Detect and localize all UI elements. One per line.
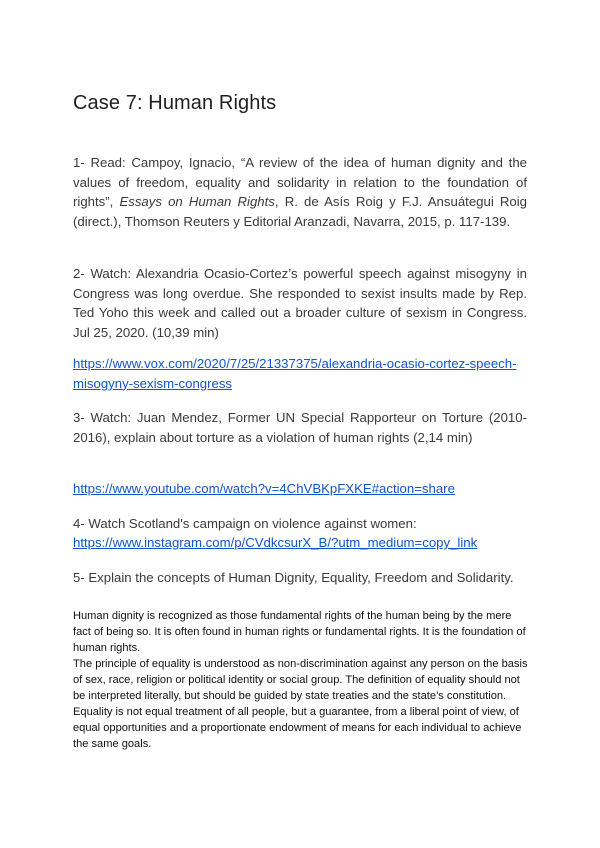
item-4-link-line [73, 533, 527, 553]
page-title: Case 7: Human Rights [73, 92, 277, 114]
instagram-post-link[interactable]: https://www.instagram.com/p/CVdkcsurX_B/?utm_medium=copy_link [73, 535, 478, 550]
vox-article-link[interactable]: https://www.vox.com/2020/7/25/21337375/alexandria-ocasio-cortez-speech-misogyny-sexism-congress [73, 356, 517, 391]
item-2-link-line [73, 354, 527, 393]
item-1-reading [73, 153, 527, 231]
answer-human-dignity: Human dignity is recognized as those fundamental rights of the human being by the mere fact of being so. It is often found in human rights or fundamental rights. It is the foundation of human rights. [73, 610, 526, 654]
item-3-link-line [73, 479, 527, 499]
item-5-question: 5- Explain the concepts of Human Dignity, Equality, Freedom and Solidarity. [73, 570, 514, 585]
item-3-watch: 3- Watch: Juan Mendez, Former UN Special Rapporteur on Torture (2010-2016), explain about torture as a violation of human rights (2,14 min) [73, 410, 527, 445]
item-1-text-after: , R. de Asís Roig y F.J. Ansuátegui Roig (direct.), Thomson Reuters y Editorial Aranzadi, Navarra, 2015, p. 117-139. [73, 194, 527, 229]
answer-equality: The principle of equality is understood as non-discrimination against any person on the basis of sex, race, religion or political identity or social group. The definition of equality should not be interpreted literally, but should be guided by state treaties and the state’s constitution. Equality is not equal treatment of all people, but a guarantee, from a liberal point of view, of equal opportunities and a proportionate endowment of means for each individual to achieve the same goals. [73, 658, 528, 750]
item-2-watch: 2- Watch: Alexandria Ocasio-Cortez’s powerful speech against misogyny in Congress was long overdue. She responded to sexist insults made by Rep. Ted Yoho this week and called out a broader culture of sexism in Congress. Jul 25, 2020. (10,39 min) [73, 266, 527, 340]
item-1-book-title: Essays on Human Rights [119, 194, 275, 210]
item-1-text: 1- Read: Campoy, Ignacio, “A review of the idea of human dignity and the values of freedom, equality and solidarity in relation to the foundation of rights”, [73, 155, 527, 210]
youtube-video-link[interactable]: https://www.youtube.com/watch?v=4ChVBKpFXKE#action=share [73, 481, 455, 496]
item-4-watch: 4- Watch Scotland's campaign on violence against women: [73, 516, 417, 531]
